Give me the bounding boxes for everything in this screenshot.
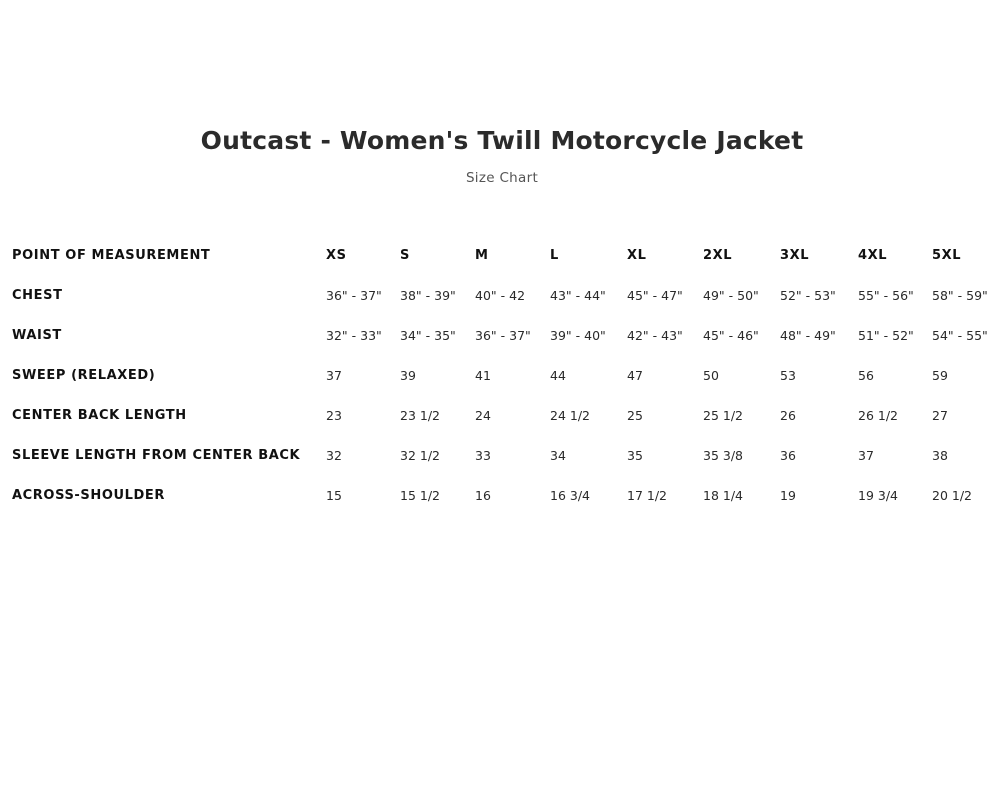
- measurement-value: 23: [326, 408, 342, 423]
- measurement-value: 33: [475, 448, 491, 463]
- measurement-value: 38: [932, 448, 948, 463]
- measurement-value: 55" - 56": [858, 288, 914, 303]
- measurement-value: 19: [780, 488, 796, 503]
- measurement-value: 34: [550, 448, 566, 463]
- table-body: [0, 276, 1004, 516]
- header-size-3xl: 3XL: [780, 248, 810, 263]
- measurement-value: 40" - 42: [475, 288, 526, 303]
- header-size-2xl: 2XL: [703, 248, 733, 263]
- measurement-value: 34" - 35": [400, 328, 456, 343]
- measurement-value: 54" - 55": [932, 328, 988, 343]
- measurement-value: 24 1/2: [550, 408, 590, 423]
- measurement-label: CENTER BACK LENGTH: [12, 408, 187, 423]
- page-title: Outcast - Women's Twill Motorcycle Jacket: [200, 126, 804, 155]
- measurement-label: WAIST: [12, 328, 62, 343]
- measurement-value: 32 1/2: [400, 448, 440, 463]
- measurement-value: 24: [475, 408, 491, 423]
- measurement-value: 18 1/4: [703, 488, 743, 503]
- measurement-label: CHEST: [12, 288, 63, 303]
- measurement-value: 39" - 40": [550, 328, 606, 343]
- measurement-value: 51" - 52": [858, 328, 914, 343]
- header-size-5xl: 5XL: [932, 248, 962, 263]
- header-size-4xl: 4XL: [858, 248, 888, 263]
- header-size-xs: XS: [326, 248, 347, 263]
- measurement-value: 56: [858, 368, 874, 383]
- measurement-value: 47: [627, 368, 643, 383]
- measurement-value: 32: [326, 448, 342, 463]
- measurement-value: 35 3/8: [703, 448, 743, 463]
- measurement-value: 58" - 59": [932, 288, 988, 303]
- table-header-row: [0, 236, 1004, 276]
- table-row: [0, 276, 1004, 316]
- measurement-value: 48" - 49": [780, 328, 836, 343]
- header-size-s: S: [400, 248, 410, 263]
- measurement-value: 26: [780, 408, 796, 423]
- table-row: [0, 356, 1004, 396]
- header-size-l: L: [550, 248, 559, 263]
- size-chart-table: [0, 236, 1004, 516]
- measurement-value: 49" - 50": [703, 288, 759, 303]
- measurement-value: 41: [475, 368, 491, 383]
- measurement-value: 32" - 33": [326, 328, 382, 343]
- measurement-value: 15 1/2: [400, 488, 440, 503]
- measurement-value: 36" - 37": [326, 288, 382, 303]
- measurement-value: 39: [400, 368, 416, 383]
- measurement-value: 38" - 39": [400, 288, 456, 303]
- table-row: [0, 436, 1004, 476]
- measurement-value: 19 3/4: [858, 488, 898, 503]
- measurement-value: 43" - 44": [550, 288, 606, 303]
- measurement-value: 50: [703, 368, 719, 383]
- measurement-value: 45" - 47": [627, 288, 683, 303]
- measurement-value: 26 1/2: [858, 408, 898, 423]
- measurement-value: 25 1/2: [703, 408, 743, 423]
- measurement-value: 37: [326, 368, 342, 383]
- header-point-of-measurement: POINT OF MEASUREMENT: [12, 248, 211, 263]
- measurement-value: 36: [780, 448, 796, 463]
- measurement-value: 37: [858, 448, 874, 463]
- measurement-value: 25: [627, 408, 643, 423]
- measurement-value: 15: [326, 488, 342, 503]
- measurement-value: 17 1/2: [627, 488, 667, 503]
- measurement-value: 16 3/4: [550, 488, 590, 503]
- table-row: [0, 396, 1004, 436]
- header-size-xl: XL: [627, 248, 647, 263]
- measurement-value: 16: [475, 488, 491, 503]
- measurement-value: 45" - 46": [703, 328, 759, 343]
- measurement-value: 36" - 37": [475, 328, 531, 343]
- page-subtitle: Size Chart: [465, 170, 539, 186]
- measurement-label: SLEEVE LENGTH FROM CENTER BACK: [12, 448, 301, 463]
- measurement-label: ACROSS-SHOULDER: [12, 488, 166, 503]
- measurement-label: SWEEP (RELAXED): [12, 368, 156, 383]
- measurement-value: 27: [932, 408, 948, 423]
- measurement-value: 35: [627, 448, 643, 463]
- header-size-m: M: [475, 248, 489, 263]
- measurement-value: 23 1/2: [400, 408, 440, 423]
- table-row: [0, 316, 1004, 356]
- measurement-value: 20 1/2: [932, 488, 972, 503]
- measurement-value: 59: [932, 368, 948, 383]
- measurement-value: 44: [550, 368, 566, 383]
- table-row: [0, 476, 1004, 516]
- measurement-value: 53: [780, 368, 796, 383]
- measurement-value: 52" - 53": [780, 288, 836, 303]
- measurement-value: 42" - 43": [627, 328, 683, 343]
